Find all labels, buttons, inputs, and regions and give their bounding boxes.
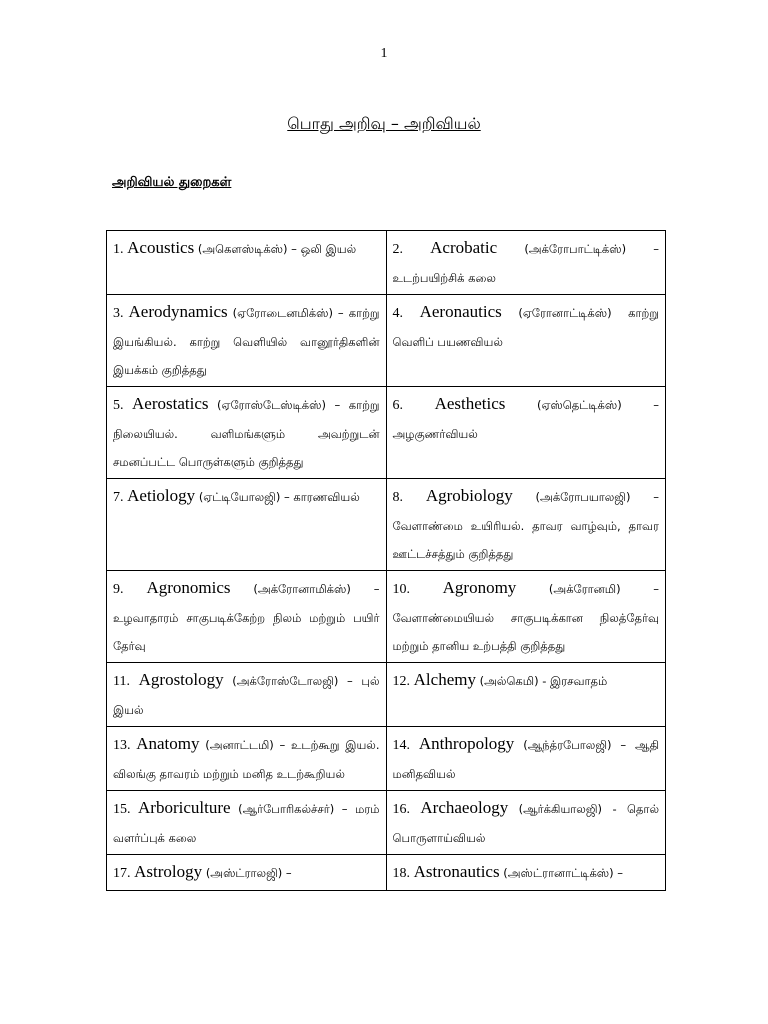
term-number: 3. <box>113 306 124 321</box>
term-cell <box>386 387 666 479</box>
term-number: 11. <box>113 674 130 689</box>
page-title: பொது அறிவு – அறிவியல் <box>287 114 481 133</box>
section-heading: அறிவியல் துறைகள் <box>112 175 232 190</box>
term-cell <box>386 231 666 295</box>
term-number: 10. <box>392 582 410 597</box>
term-description: (ஏரோடைனமிக்ஸ்) – காற்று இயங்கியல். காற்று வெளியில் வானூர்திகளின் இயக்கம் குறித்தது <box>113 306 380 377</box>
term-english: Archaeology <box>420 798 509 817</box>
term-cell <box>107 663 387 727</box>
term-description: (அக்ரோனாமிக்ஸ்) – உழவாதாரம் சாகுபடிக்கேற்ற நிலம் மற்றும் பயிர் தேர்வு <box>113 582 380 653</box>
term-number: 15. <box>113 802 131 817</box>
term-description: (அஸ்ட்ராலஜி) – <box>205 866 292 880</box>
term-description: (அஸ்ட்ரானாட்டிக்ஸ்) – <box>503 866 624 880</box>
term-cell <box>386 855 666 891</box>
term-english: Aerodynamics <box>128 302 228 321</box>
term-cell <box>107 295 387 387</box>
table-row <box>107 727 666 791</box>
table-row <box>107 295 666 387</box>
term-english: Alchemy <box>413 670 476 689</box>
term-description: (ஆந்த்ரபோலஜி) – ஆதி மனிதவியல் <box>392 738 660 781</box>
term-description: (ஏட்டியோலஜி) – காரணவியல் <box>198 490 360 504</box>
term-cell <box>107 231 387 295</box>
term-number: 8. <box>392 490 403 505</box>
term-cell <box>386 727 666 791</box>
terms-table-body <box>107 231 666 891</box>
term-number: 1. <box>113 242 124 257</box>
table-row <box>107 791 666 855</box>
term-cell <box>107 855 387 891</box>
term-description: (அக்ரோஸ்டோலஜி) – புல் இயல் <box>113 674 380 717</box>
term-cell <box>107 479 387 571</box>
term-description: (அக்ரோனமி) – வேளாண்மையியல் சாகுபடிக்கான நிலத்தேர்வு மற்றும் தானிய உற்பத்தி குறித்தது <box>392 582 659 653</box>
term-cell <box>107 571 387 663</box>
term-description: (அக்ரோபயாலஜி) – வேளாண்மை உயிரியல். தாவர வாழ்வும், தாவர ஊட்டச்சத்தும் குறித்தது <box>392 490 660 561</box>
term-english: Astrology <box>134 862 203 881</box>
table-row <box>107 479 666 571</box>
term-description: (ஏரோஸ்டேஸ்டிக்ஸ்) – காற்று நிலையியல். வளிமங்களும் அவற்றுடன் சமனப்பட்ட பொருள்களும் குறித்தது <box>113 398 380 469</box>
term-english: Aeronautics <box>419 302 502 321</box>
term-english: Anatomy <box>136 734 200 753</box>
term-description: (ஏரோனாட்டிக்ஸ்) காற்று வெளிப் பயணவியல் <box>392 306 659 349</box>
term-english: Acoustics <box>127 238 195 257</box>
term-english: Agrobiology <box>425 486 513 505</box>
table-row <box>107 663 666 727</box>
term-cell <box>107 387 387 479</box>
term-description: (அல்கெமி) - இரசவாதம் <box>479 674 608 688</box>
term-english: Agronomics <box>146 578 231 597</box>
term-number: 14. <box>392 738 410 753</box>
term-description: (ஆர்போரிகல்ச்சர்) – மரம் வளர்ப்புக் கலை <box>113 802 380 845</box>
term-english: Agronomy <box>442 578 517 597</box>
table-row <box>107 387 666 479</box>
term-cell <box>386 791 666 855</box>
term-number: 6. <box>392 398 403 413</box>
term-english: Anthropology <box>418 734 515 753</box>
term-number: 18. <box>392 866 410 881</box>
term-description: (ஏஸ்தெட்டிக்ஸ்) – அழகுணர்வியல் <box>392 398 659 441</box>
term-english: Aetiology <box>127 486 196 505</box>
term-cell <box>107 791 387 855</box>
table-row <box>107 231 666 295</box>
term-number: 4. <box>392 306 403 321</box>
term-cell <box>107 727 387 791</box>
term-number: 12. <box>392 674 410 689</box>
term-english: Agrostology <box>138 670 224 689</box>
term-cell <box>386 479 666 571</box>
term-english: Acrobatic <box>430 238 498 257</box>
terms-table <box>106 230 666 891</box>
term-number: 5. <box>113 398 124 413</box>
term-description: (அக்ரோபாட்டிக்ஸ்) – உடற்பயிற்சிக் கலை <box>392 242 660 285</box>
term-description: (அனாட்டமி) – உடற்கூறு இயல். விலங்கு தாவரம் மற்றும் மனித உடற்கூறியல் <box>113 738 380 781</box>
term-number: 9. <box>113 582 124 597</box>
term-number: 2. <box>392 242 403 257</box>
term-cell <box>386 571 666 663</box>
term-description: (ஆர்க்கியாலஜி) - தொல் பொருளாய்வியல் <box>392 802 659 845</box>
term-english: Aerostatics <box>132 394 209 413</box>
table-row <box>107 855 666 891</box>
term-english: Astronautics <box>413 862 500 881</box>
term-number: 16. <box>392 802 410 817</box>
term-number: 13. <box>113 738 131 753</box>
term-cell <box>386 663 666 727</box>
term-description: (அகௌஸ்டிக்ஸ்) – ஒலி இயல் <box>197 242 357 256</box>
term-english: Aesthetics <box>434 394 506 413</box>
table-row <box>107 571 666 663</box>
page-number: 1 <box>380 46 388 61</box>
term-number: 7. <box>113 490 124 505</box>
term-number: 17. <box>113 866 131 881</box>
term-cell <box>386 295 666 387</box>
term-english: Arboriculture <box>138 798 231 817</box>
